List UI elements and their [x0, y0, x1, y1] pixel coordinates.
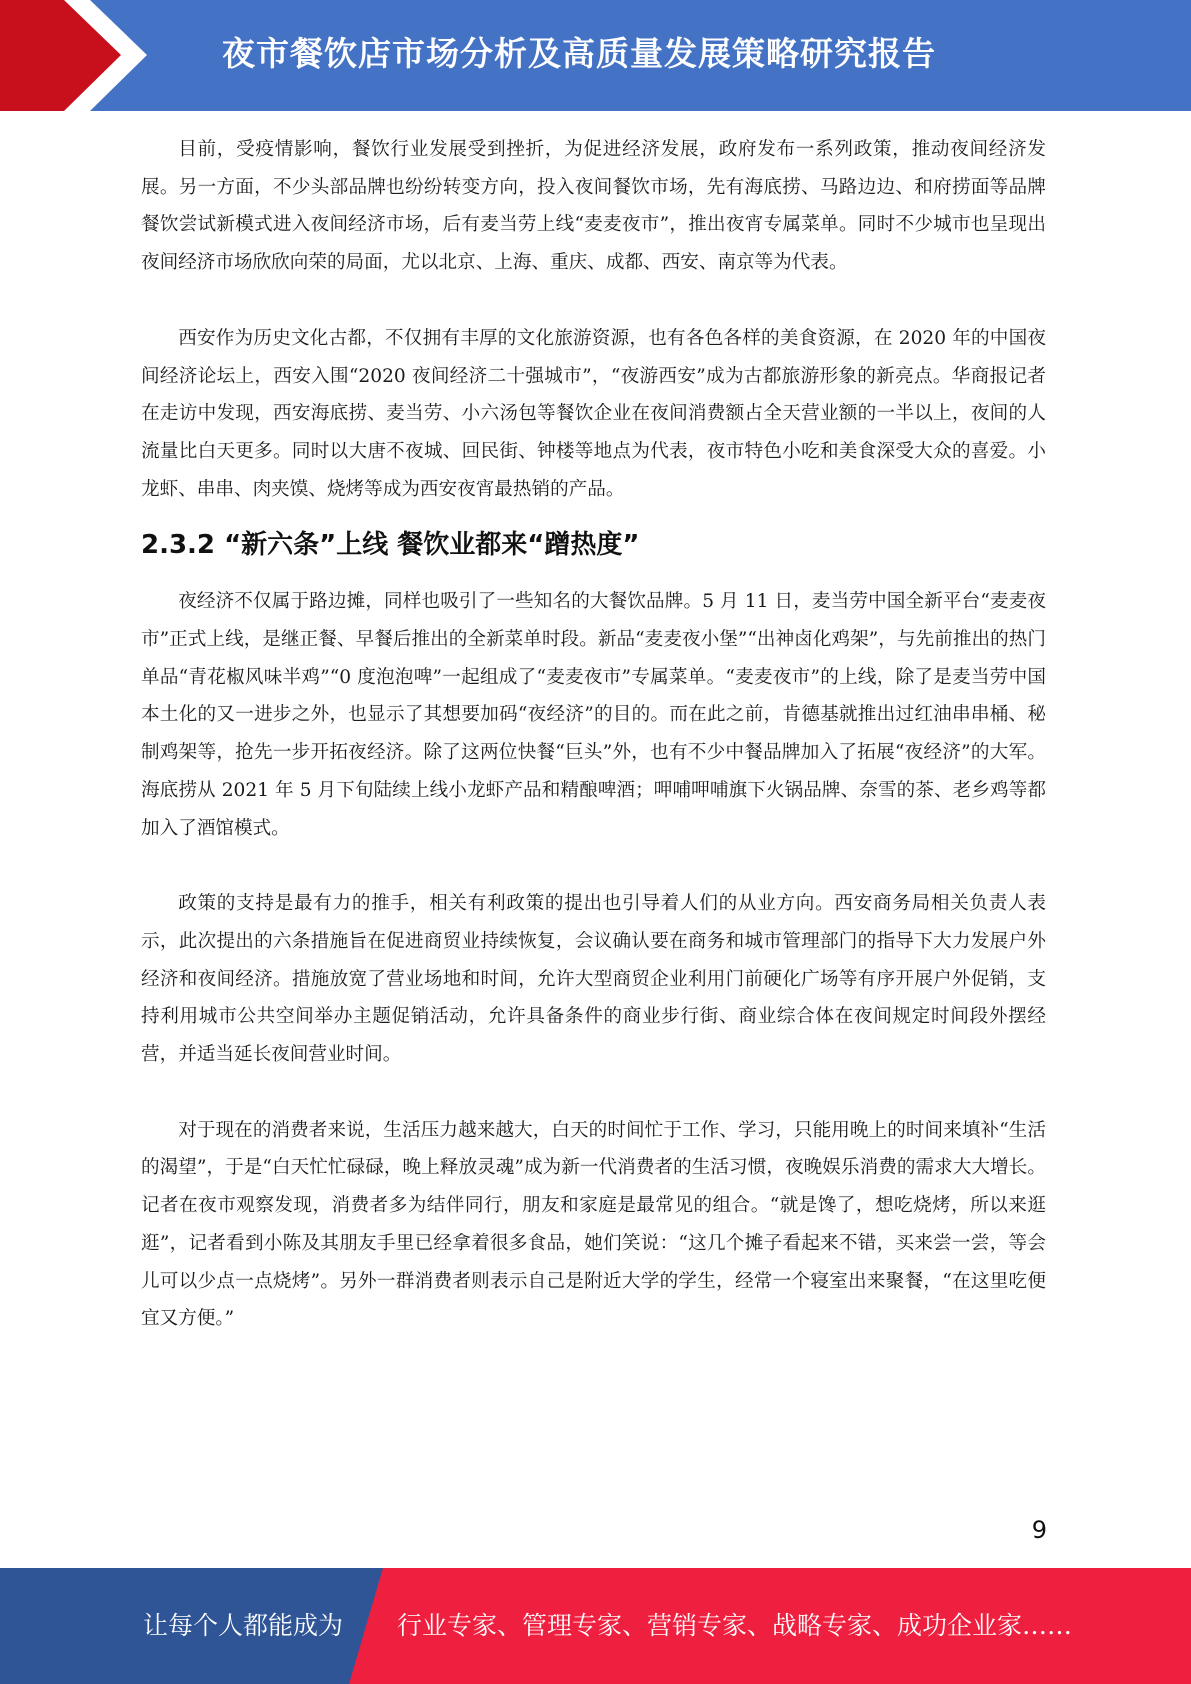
paragraph-4: 政策的支持是最有力的推手，相关有利政策的提出也引导着人们的从业方向。西安商务局相关负责人表示，此次提出的六条措施旨在促进商贸业持续恢复，会议确认要在商务和城市管理部门的指导下大力发展户外经济和夜间经济。措施放宽了营业场地和时间，允许大型商贸企业利用门前硬化广场等有序开展户外促销，支持利用城市公共空间举办主题促销活动，允许具备条件的商业步行街、商业综合体在夜间规定时间段外摆经营，并适当延长夜间营业时间。 [141, 893, 1046, 1066]
paragraph-5: 对于现在的消费者来说，生活压力越来越大，白天的时间忙于工作、学习，只能用晚上的时间来填补“生活的渴望”，于是“白天忙忙碌碌，晚上释放灵魂”成为新一代消费者的生活习惯，夜晚娱乐消费的需求大大增长。记者在夜市观察发现，消费者多为结伴同行，朋友和家庭是最常见的组合。“就是馋了，想吃烧烤，所以来逛逛”，记者看到小陈及其朋友手里已经拿着很多食品，她们笑说：“这几个摊子看起来不错，买来尝一尝，等会儿可以少点一点烧烤”。另外一群消费者则表示自己是附近大学的学生，经常一个寝室出来聚餐，“在这里吃便宜又方便。” [141, 1119, 1046, 1330]
footer-slogan-left: 让每个人都能成为 [143, 1611, 344, 1640]
page-header [0, 0, 1191, 111]
paragraph-1: 目前，受疫情影响，餐饮行业发展受到挫折，为促进经济发展，政府发布一系列政策，推动夜间经济发展。另一方面，不少头部品牌也纷纷转变方向，投入夜间餐饮市场，先有海底捞、马路边边、和府捞面等品牌餐饮尝试新模式进入夜间经济市场，后有麦当劳上线“麦麦夜市”，推出夜宵专属菜单。同时不少城市也呈现出夜间经济市场欣欣向荣的局面，尤以北京、上海、重庆、成都、西安、南京等为代表。 [141, 139, 1046, 274]
red-arrow-chevron-icon [0, 0, 200, 111]
paragraph-3: 夜经济不仅属于路边摊，同样也吸引了一些知名的大餐饮品牌。5 月 11 日，麦当劳中国全新平台“麦麦夜市”正式上线，是继正餐、早餐后推出的全新菜单时段。新品“麦麦夜小堡”“出神卤化鸡架”，与先前推出的热门单品“青花椒风味半鸡”“0 度泡泡啤”一起组成了“麦麦夜市”专属菜单。“麦麦夜市”的上线，除了是麦当劳中国本土化的又一进步之外，也显示了其想要加码“夜经济”的目的。而在此之前，肯德基就推出过红油串串桶、秘制鸡架等，抢先一步开拓夜经济。除了这两位快餐“巨头”外，也有不少中餐品牌加入了拓展“夜经济”的大军。海底捞从 2021 年 5 月下旬陆续上线小龙虾产品和精酿啤酒；呷哺呷哺旗下火锅品牌、奈雪的茶、老乡鸡等都加入了酒馆模式。 [141, 591, 1046, 839]
page-content [141, 131, 1046, 1338]
page-footer [0, 1568, 1191, 1684]
footer-slogan-right: 行业专家、管理专家、营销专家、战略专家、成功企业家…… [397, 1611, 1073, 1640]
section-heading: 2.3.2 “新六条”上线 餐饮业都来“蹭热度” [141, 530, 640, 561]
report-title: 夜市餐饮店市场分析及高质量发展策略研究报告 [222, 34, 936, 73]
page-number: 9 [1031, 1516, 1047, 1544]
paragraph-2: 西安作为历史文化古都，不仅拥有丰厚的文化旅游资源，也有各色各样的美食资源，在 2020 年的中国夜间经济论坛上，西安入围“2020 夜间经济二十强城市”，“夜游西安”成为古都旅游形象的新亮点。华商报记者在走访中发现，西安海底捞、麦当劳、小六汤包等餐饮企业在夜间消费额占全天营业额的一半以上，夜间的人流量比白天更多。同时以大唐不夜城、回民街、钟楼等地点为代表，夜市特色小吃和美食深受大众的喜爱。小龙虾、串串、肉夹馍、烧烤等成为西安夜宵最热销的产品。 [141, 327, 1046, 500]
